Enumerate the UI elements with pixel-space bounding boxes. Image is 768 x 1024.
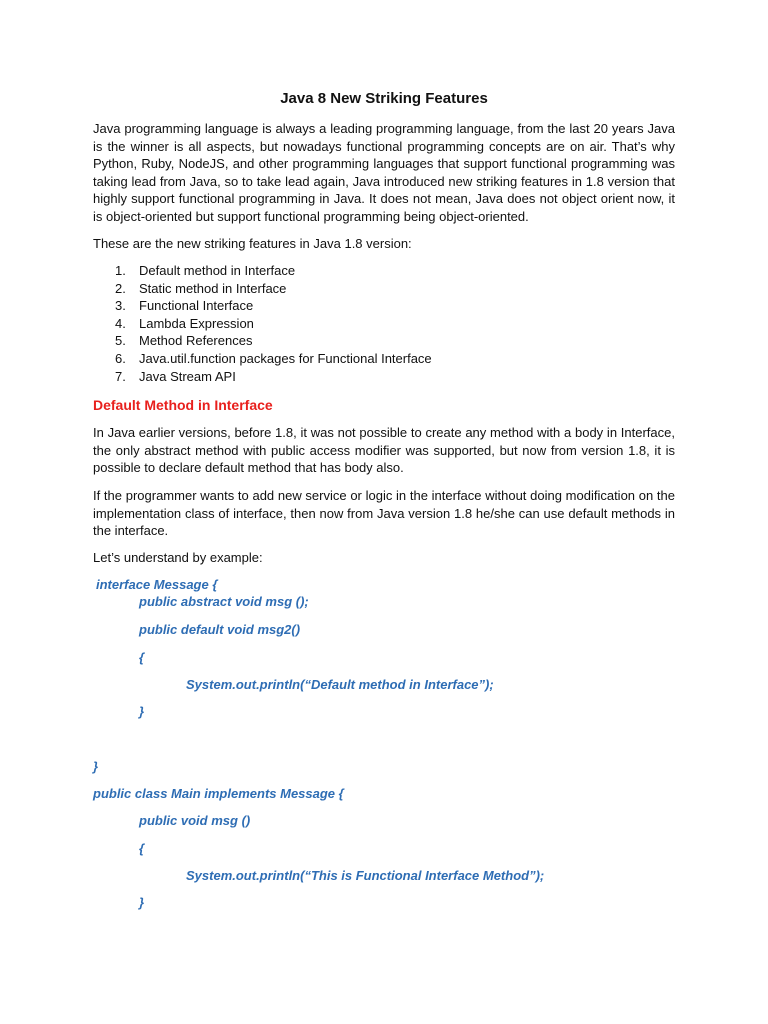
- features-list: [93, 262, 675, 385]
- list-item: [93, 280, 675, 298]
- list-item-text: Method References: [139, 333, 253, 349]
- code-line: }: [139, 704, 145, 719]
- code-line: public abstract void msg ();: [139, 594, 309, 609]
- list-item-text: Java.util.function packages for Functional Interface: [139, 350, 432, 366]
- programmer-paragraph: If the programmer wants to add new service or logic in the interface without doing modification on the implementation class of interface, then now from Java version 1.8 he/she can use default methods in the interface.: [93, 488, 675, 539]
- list-item: [93, 315, 675, 333]
- list-item-number: 2.: [115, 280, 126, 296]
- features-intro-paragraph: These are the new striking features in Java 1.8 version:: [93, 236, 412, 251]
- code-line: public default void msg2(): [139, 622, 301, 637]
- code-line: {: [139, 841, 145, 856]
- code-line: public void msg (): [139, 813, 251, 828]
- document-page: [93, 0, 675, 1024]
- list-item-number: 3.: [115, 298, 126, 314]
- list-item-text: Static method in Interface: [139, 280, 287, 296]
- list-item: [93, 332, 675, 350]
- code-line: {: [139, 650, 145, 665]
- list-item: [93, 350, 675, 368]
- code-line: }: [139, 895, 145, 910]
- list-item-text: Lambda Expression: [139, 315, 254, 331]
- code-line: System.out.println(“Default method in Interface”);: [186, 677, 494, 692]
- section-heading: Default Method in Interface: [93, 397, 273, 413]
- list-item-number: 4.: [115, 315, 126, 331]
- list-item: [93, 297, 675, 315]
- list-item-text: Java Stream API: [139, 368, 236, 384]
- page-title: Java 8 New Striking Features: [280, 90, 488, 107]
- earlier-versions-paragraph: In Java earlier versions, before 1.8, it was not possible to create any method with a body in Interface, the only abstract method with public access modifier was supported, but now from version 1.8, it is possible to declare default method that has body also.: [93, 425, 675, 476]
- list-item-text: Default method in Interface: [139, 263, 296, 278]
- list-item-number: 5.: [115, 333, 126, 349]
- code-line: public class Main implements Message {: [93, 786, 344, 801]
- list-item-number: 6.: [115, 350, 126, 366]
- list-item: [93, 368, 675, 386]
- code-line: interface Message {: [96, 577, 218, 592]
- code-line: }: [93, 759, 99, 774]
- code-line: System.out.println(“This is Functional Interface Method”);: [186, 868, 545, 883]
- list-item-number: 7.: [115, 368, 126, 384]
- list-item: [93, 262, 675, 280]
- example-intro-paragraph: Let’s understand by example:: [93, 550, 263, 565]
- list-item-text: Functional Interface: [139, 298, 254, 314]
- list-item-number: 1.: [115, 263, 126, 278]
- intro-paragraph: Java programming language is always a leading programming language, from the last 20 years Java is the winner is all aspects, but nowadays functional programming concepts are on air. That’s why Python, Ruby, NodeJS, and other programming languages that support functional programming was taking lead from Java, so to take lead again, Java introduced new striking features in 1.8 version that highly support functional programming in Java. It does not mean, Java does not object orient now, it is object-oriented but support functional programming being object-oriented.: [93, 121, 675, 224]
